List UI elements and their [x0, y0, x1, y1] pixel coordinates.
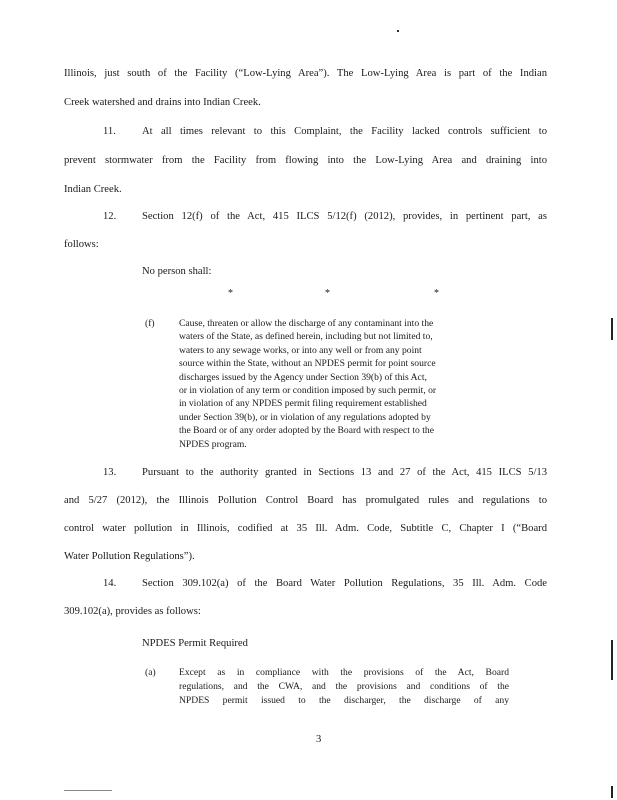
asterisk-1: *: [228, 288, 233, 299]
paragraph-14-line-2: 309.102(a), provides as follows:: [64, 606, 201, 617]
scan-speck: [397, 30, 399, 32]
margin-change-bar: [611, 640, 613, 680]
scan-edge-line: [64, 790, 112, 791]
paragraph-10-line-2: Creek watershed and drains into Indian Creek.: [64, 97, 261, 108]
paragraph-12-line-1: Section 12(f) of the Act, 415 ILCS 5/12(f) (2012), provides, in pertinent part, as: [142, 211, 547, 222]
quote-a-line-2: regulations, and the CWA, and the provisions and conditions of the: [179, 681, 509, 692]
paragraph-13-line-1: Pursuant to the authority granted in Sections 13 and 27 of the Act, 415 ILCS 5/13: [142, 467, 547, 478]
quote-f-line-5: discharges issued by the Agency under Section 39(b) of this Act,: [179, 372, 427, 383]
quote-a-line-3: NPDES permit issued to the discharger, the discharge of any: [179, 695, 509, 706]
paragraph-12-line-2: follows:: [64, 239, 99, 250]
paragraph-11-line-2: prevent stormwater from the Facility from flowing into the Low-Lying Area and draining into: [64, 155, 547, 166]
paragraph-11-number: 11.: [103, 126, 116, 137]
quote-a-label: (a): [145, 667, 156, 678]
paragraph-13-line-2: and 5/27 (2012), the Illinois Pollution Control Board has promulgated rules and regulations to: [64, 495, 547, 506]
margin-change-bar: [611, 786, 613, 798]
quote-f-line-10: NPDES program.: [179, 439, 247, 450]
quote-f-line-3: waters to any sewage works, or into any well or from any point: [179, 345, 422, 356]
quote-f-line-2: waters of the State, as defined herein, including but not limited to,: [179, 331, 433, 342]
quote-f-line-6: or in violation of any term or condition imposed by such permit, or: [179, 385, 437, 396]
quote-f-line-1: Cause, threaten or allow the discharge of any contaminant into the: [179, 318, 434, 329]
paragraph-12-number: 12.: [103, 211, 117, 222]
page-number: 3: [316, 734, 322, 745]
quote-f-line-7: in violation of any NPDES permit filing requirement established: [179, 398, 427, 409]
paragraph-13-line-4: Water Pollution Regulations”).: [64, 551, 195, 562]
npdes-permit-heading: NPDES Permit Required: [142, 638, 248, 649]
paragraph-14-number: 14.: [103, 578, 117, 589]
paragraph-13-number: 13.: [103, 467, 117, 478]
paragraph-11-line-3: Indian Creek.: [64, 184, 122, 195]
quote-f-label: (f): [145, 318, 155, 329]
margin-change-bar: [611, 318, 613, 340]
quote-f-line-8: under Section 39(b), or in violation of any regulations adopted by: [179, 412, 431, 423]
quote-a-line-1: Except as in compliance with the provisions of the Act, Board: [179, 667, 509, 678]
ellipsis-asterisks: [228, 289, 468, 301]
asterisk-2: *: [325, 288, 330, 299]
quote-f-line-4: source within the State, without an NPDES permit for point source: [179, 358, 436, 369]
paragraph-14-line-1: Section 309.102(a) of the Board Water Pollution Regulations, 35 Ill. Adm. Code: [142, 578, 547, 589]
paragraph-12-lead-in: No person shall:: [142, 266, 212, 277]
asterisk-3: *: [434, 288, 439, 299]
paragraph-11-line-1: At all times relevant to this Complaint, the Facility lacked controls sufficient to: [142, 126, 547, 137]
paragraph-10-line-1: Illinois, just south of the Facility (“Low-Lying Area”). The Low-Lying Area is part of the Indian: [64, 68, 547, 79]
quote-f-line-9: the Board or of any order adopted by the Board with respect to the: [179, 425, 434, 436]
paragraph-13-line-3: control water pollution in Illinois, codified at 35 Ill. Adm. Code, Subtitle C, Chapter I (“Board: [64, 523, 547, 534]
